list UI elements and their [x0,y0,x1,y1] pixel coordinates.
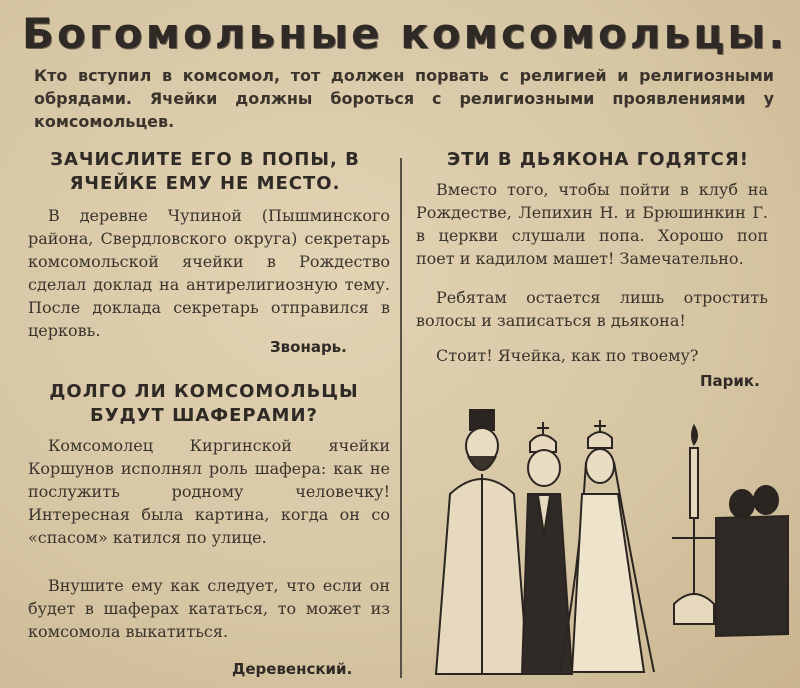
article3-signature: Парик. [700,372,760,390]
column-divider [400,158,402,678]
article1-body: В деревне Чупиной (Пышминского района, Свердловского округа) секретарь комсомольской ячейки в Рождество сделал доклад на антирелигиозную тему. После доклада секретарь отправился в церковь. [28,206,390,340]
wedding-caricature-illustration [410,404,790,684]
article1-title: ЗАЧИСЛИТЕ ЕГО В ПОПЫ, В ЯЧЕЙКЕ ЕМУ НЕ МЕСТО. [50,149,360,194]
headline: Богомольные комсомольцы. [22,9,788,58]
article2-title: ДОЛГО ЛИ КОМСОМОЛЬЦЫ БУДУТ ШАФЕРАМИ? [49,381,359,426]
article2-para2: Внушите ему как следует, что если он будет в шаферах кататься, то может из комсомола выкатиться. [28,576,390,641]
article3-para1: Вместо того, чтобы пойти в клуб на Рождестве, Лепихин Н. и Брюшинкин Г. в церкви слушали попа. Хорошо поп поет и кадилом машет! Замечательно. [416,180,768,268]
article3-para3: Стоит! Ячейка, как по твоему? [436,346,699,365]
article3-title: ЭТИ В ДЬЯКОНА ГОДЯТСЯ! [447,149,749,170]
article3-para2: Ребятам остается лишь отростить волосы и записаться в дьякона! [416,288,768,330]
article1-signature: Звонарь. [270,338,347,356]
article2-para1: Комсомолец Киргинской ячейки Коршунов исполнял роль шафера: как не послужить родному человечку! Интересная была картина, когда он со «спасом» катился по улице. [28,436,390,547]
lead-paragraph: Кто вступил в комсомол, тот должен порвать с религией и религиозными обрядами. Ячейки должны бороться с религиозными проявлениями у комсомольцев. [34,66,774,131]
article2-signature: Деревенский. [232,660,353,678]
